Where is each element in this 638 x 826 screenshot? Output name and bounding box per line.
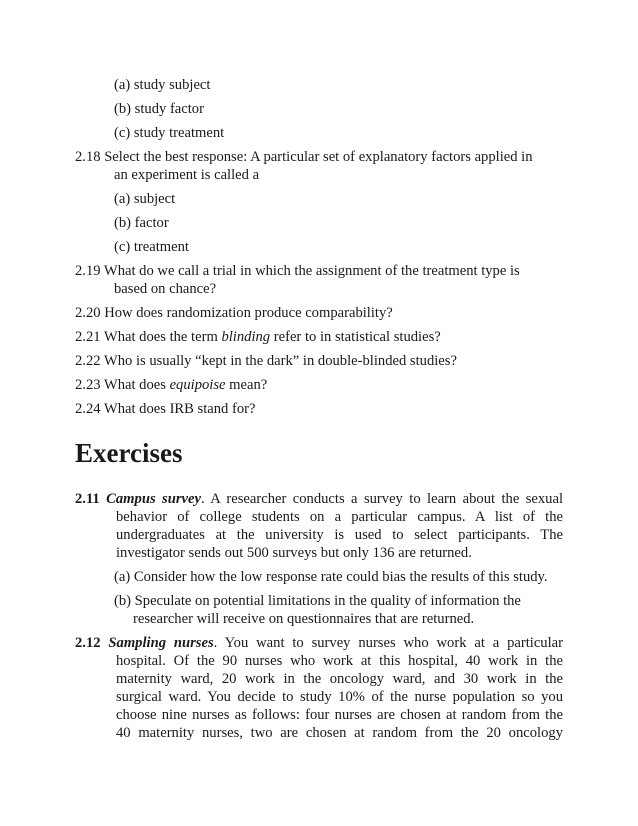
q18-option-c: (c) treatment <box>114 239 189 255</box>
exercise-2-11-part-a: (a) Consider how the low response rate could bias the results of this study. <box>114 569 548 585</box>
exercises-heading: Exercises <box>75 438 183 468</box>
exercise-number: 2.11 <box>75 491 100 507</box>
question-2-23-text-end: mean? <box>225 377 268 393</box>
exercise-2-11 <box>75 490 563 562</box>
exercise-text: . You want to survey nurses who work at a particular <box>213 635 563 651</box>
exercise-2-11-line1 <box>75 490 563 508</box>
exercise-number: 2.12 <box>75 635 101 651</box>
exercise-2-11-part-b-line2: researcher will receive on questionnaires that are returned. <box>133 611 475 627</box>
q17-option-a: (a) study subject <box>114 77 211 93</box>
q18-option-b: (b) factor <box>114 215 169 231</box>
q17-option-b: (b) study factor <box>114 101 204 117</box>
term-equipoise: equipoise <box>169 377 226 393</box>
exercise-2-12-line1 <box>75 634 563 652</box>
exercise-2-12-line: maternity ward, 20 work in the oncology ward, and 30 work in the <box>116 671 563 687</box>
exercise-title: Sampling nurses <box>108 635 214 651</box>
q17-option-c: (c) study treatment <box>114 125 225 141</box>
question-2-19 <box>75 262 555 298</box>
exercise-2-11-part-b-line1: (b) Speculate on potential limitations in the quality of information the <box>114 593 521 609</box>
question-2-18 <box>75 148 555 184</box>
exercise-2-12-line: choose nine nurses as follows: four nurses are chosen at random from the <box>116 707 563 723</box>
question-2-18-line2: an experiment is called a <box>114 167 260 183</box>
question-2-19-line1: 2.19 What do we call a trial in which the assignment of the treatment type is <box>75 263 520 279</box>
exercise-2-12-line: hospital. Of the 90 nurses who work at this hospital, 40 work in the <box>116 653 563 669</box>
exercise-2-12-line: 40 maternity nurses, two are chosen at random from the 20 oncology <box>116 725 563 741</box>
question-2-21-text-end: refer to in statistical studies? <box>270 329 441 345</box>
question-2-24: 2.24 What does IRB stand for? <box>75 401 256 417</box>
q18-option-a: (a) subject <box>114 191 176 207</box>
question-2-22: 2.22 Who is usually “kept in the dark” in double-blinded studies? <box>75 353 457 369</box>
question-2-21-text: 2.21 What does the term <box>75 329 222 345</box>
question-2-23-text: 2.23 What does <box>75 377 170 393</box>
exercise-2-11-line: investigator sends out 500 surveys but only 136 are returned. <box>116 545 472 561</box>
exercise-2-11-line: undergraduates at the university is used to select participants. The <box>116 527 563 543</box>
exercise-2-11-line: behavior of college students on a particular campus. A list of the <box>116 509 563 525</box>
exercise-title: Campus survey <box>106 491 201 507</box>
exercise-2-11-part-b <box>114 592 564 628</box>
question-2-23 <box>75 376 555 394</box>
question-2-19-line2: based on chance? <box>114 281 217 297</box>
exercise-text: . A researcher conducts a survey to learn about the sexual <box>200 491 563 507</box>
question-2-21 <box>75 328 555 346</box>
exercise-2-12 <box>75 634 563 742</box>
question-2-18-line1: 2.18 Select the best response: A particular set of explanatory factors applied in <box>75 149 533 165</box>
term-blinding: blinding <box>221 329 271 345</box>
question-2-20: 2.20 How does randomization produce comparability? <box>75 305 393 321</box>
exercise-2-12-line: surgical ward. You decide to study 10% of the nurse population so you <box>116 689 563 705</box>
